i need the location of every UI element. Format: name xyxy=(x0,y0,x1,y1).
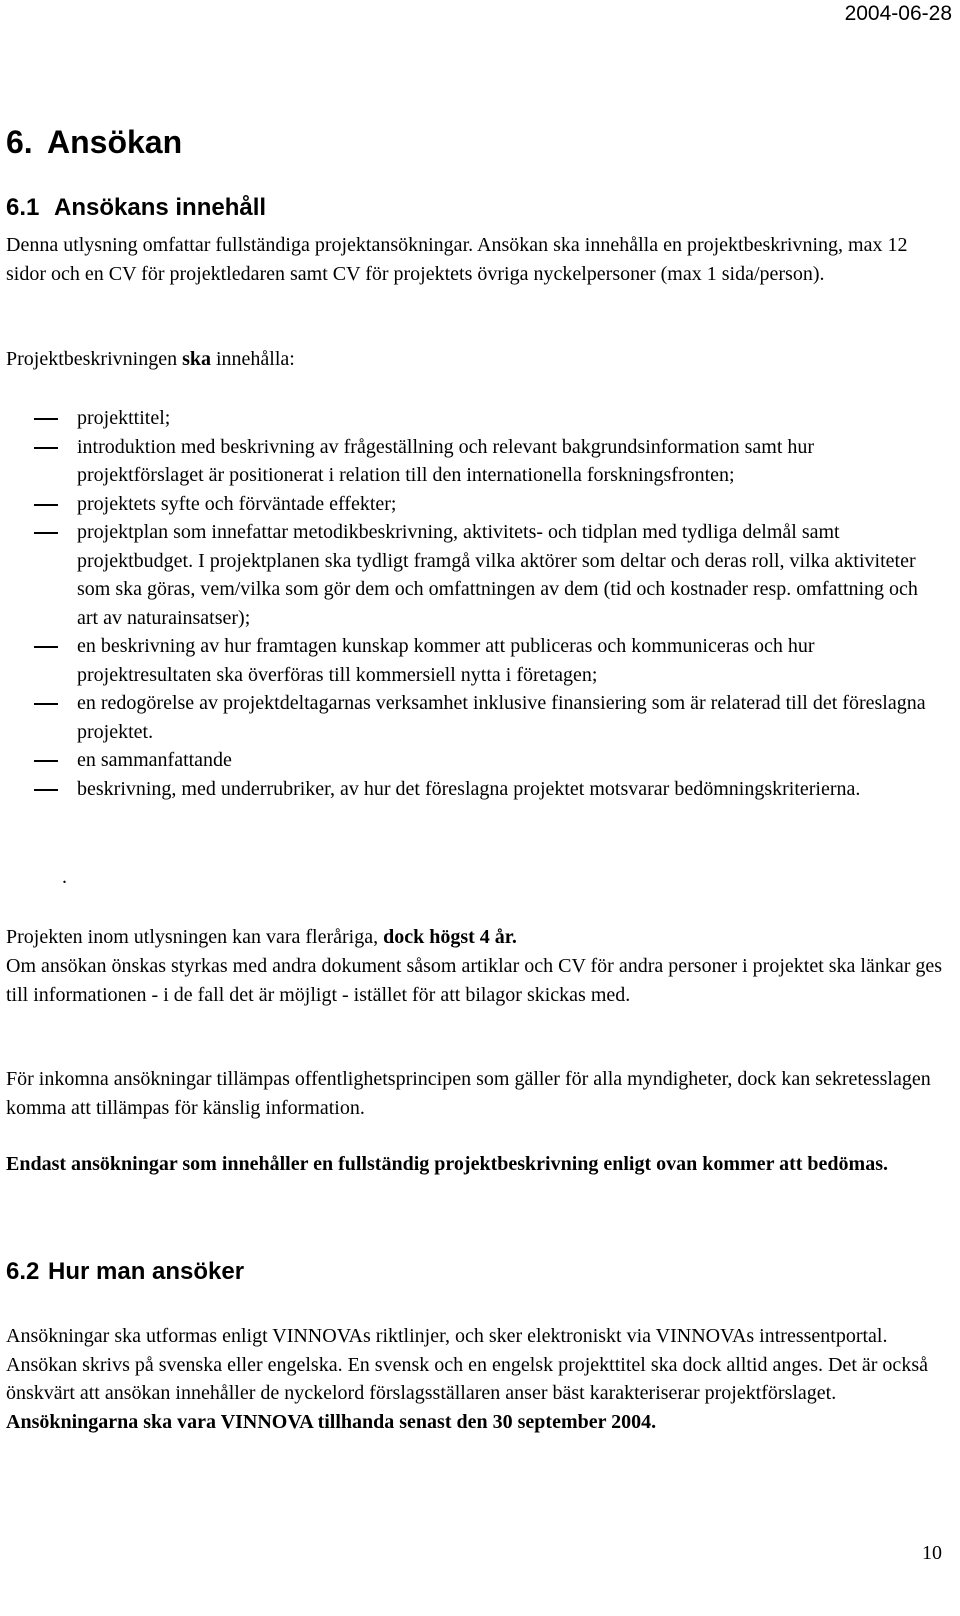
list-item-text: en sammanfattande xyxy=(77,749,232,771)
subsection-heading-6-1 xyxy=(6,194,266,222)
list-item-text: beskrivning, med underrubriker, av hur det föreslagna projektet motsvarar bedömningskriterierna. xyxy=(77,777,861,800)
list-item xyxy=(6,404,936,433)
list-item xyxy=(6,746,936,775)
dash-bullet xyxy=(34,646,58,648)
attachments-paragraph: Om ansökan önskas styrkas med andra dokument såsom artiklar och CV för andra personer i projektet ska länkar ges till informationen - i de fall det är möjligt - istället för att bilagor skickas med. xyxy=(6,955,943,1006)
how-to-text: Ansökningar ska utformas enligt VINNOVAs riktlinjer, och sker elektroniskt via VINNOVAs intressentportal. Ansökan skrivs på svenska eller engelska. En svensk och en engelsk projekttitel ska dock alltid anges. Det är också önskvärt att ansökan innehåller de nyckelord förslagsställaren anser bäst karakteriserar projektförslaget. xyxy=(6,1325,928,1404)
dash-bullet xyxy=(34,447,58,449)
how-to-apply-paragraph xyxy=(6,1322,946,1436)
duration-paragraph xyxy=(6,923,946,952)
dash-bullet xyxy=(34,418,58,420)
list-item xyxy=(6,518,936,632)
list-intro xyxy=(6,345,946,374)
dash-bullet xyxy=(34,532,58,534)
list-intro-bold: ska xyxy=(182,348,211,370)
dash-bullet xyxy=(34,504,58,506)
duration-text: Projekten inom utlysningen kan vara fleråriga, xyxy=(6,926,384,948)
complete-only-bold: Endast ansökningar som innehåller en fullständig projektbeskrivning enligt ovan kommer att bedömas. xyxy=(6,1153,888,1175)
subsection-number: 6.2 xyxy=(6,1258,40,1285)
list-item-text: projektets syfte och förväntade effekter; xyxy=(77,492,397,515)
list-item-text: projekttitel; xyxy=(77,407,171,429)
list-intro-text-end: innehålla: xyxy=(211,348,295,370)
complete-only-notice xyxy=(6,1150,946,1179)
list-item-text: en beskrivning av hur framtagen kunskap kommer att publiceras och kommuniceras och hur projektresultaten ska överföras till kommersiell nytta i företagen; xyxy=(77,635,815,686)
section-number: 6. xyxy=(6,124,33,160)
dash-bullet xyxy=(34,789,58,791)
trailing-dot: . xyxy=(62,866,67,888)
duration-bold: dock högst 4 år. xyxy=(383,926,517,948)
section-heading xyxy=(6,124,182,161)
list-intro-text: Projektbeskrivningen xyxy=(6,348,183,370)
list-item xyxy=(6,433,936,490)
header-date: 2004-06-28 xyxy=(844,2,952,25)
subsection-heading-6-2 xyxy=(6,1258,244,1286)
list-item-text: introduktion med beskrivning av frågeställning och relevant bakgrundsinformation samt hur projektförslaget är positionerat i relation till den internationella forskningsfronten; xyxy=(77,435,815,486)
list-item xyxy=(6,632,936,689)
publicity-paragraph: För inkomna ansökningar tillämpas offentlighetsprincipen som gäller för alla myndigheter, dock kan sekretesslagen komma att tillämpas för känslig information. xyxy=(6,1068,931,1119)
section-title: Ansökan xyxy=(47,124,183,160)
list-item xyxy=(6,490,936,519)
dash-bullet xyxy=(34,703,58,705)
dash-bullet xyxy=(34,760,58,762)
subsection-number: 6.1 xyxy=(6,194,40,221)
intro-paragraph: Denna utlysning omfattar fullständiga projektansökningar. Ansökan ska innehålla en projektbeskrivning, max 12 sidor och en CV för projektledaren samt CV för projektets övriga nyckelpersoner (max 1 sida/person). xyxy=(6,234,908,285)
content-requirements-list xyxy=(6,404,936,803)
subsection-title: Ansökans innehåll xyxy=(54,194,267,221)
page-number: 10 xyxy=(922,1542,942,1564)
list-item-text: projektplan som innefattar metodikbeskrivning, aktivitets- och tidplan med tydliga delmål samt projektbudget. I projektplanen ska tydligt framgå vilka aktörer som deltar och deras roll, vilka aktiviteter som ska göras, vem/vilka som gör dem och omfattningen av dem (tid och kostnader resp. omfattning och art av naturainsatser); xyxy=(77,521,918,629)
deadline-bold: Ansökningarna ska vara VINNOVA tillhanda senast den 30 september 2004. xyxy=(6,1410,657,1433)
subsection-title: Hur man ansöker xyxy=(48,1258,245,1285)
list-item xyxy=(6,689,936,746)
list-item xyxy=(6,775,936,804)
list-item-text: en redogörelse av projektdeltagarnas verksamhet inklusive finansiering som är relaterad till det föreslagna projektet. xyxy=(77,692,926,743)
